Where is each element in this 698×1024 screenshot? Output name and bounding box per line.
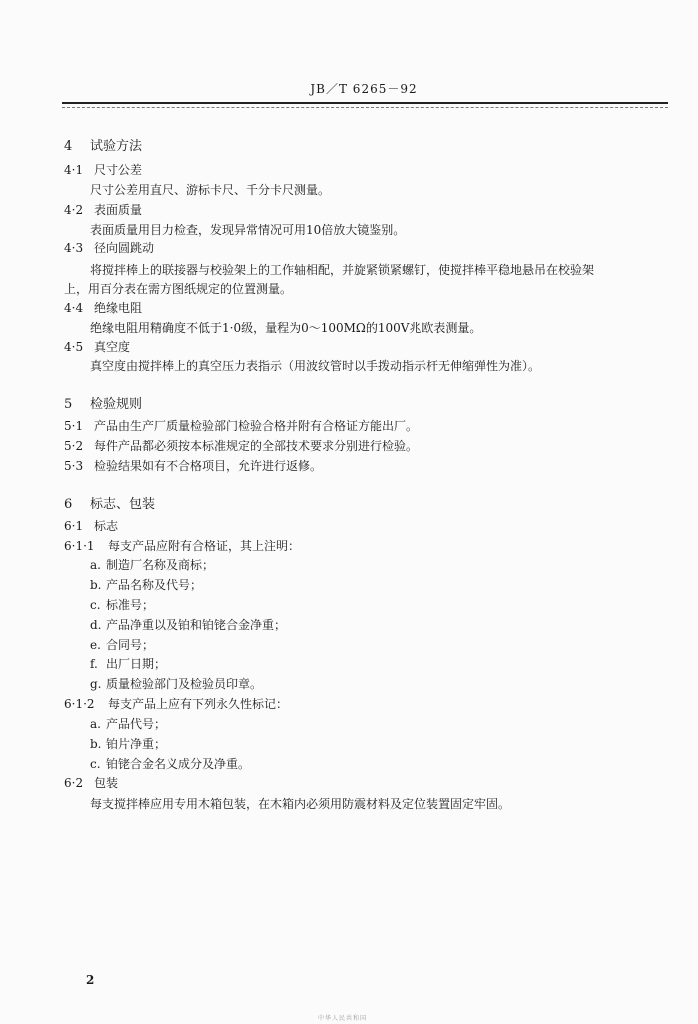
- clause-number: 5·2: [64, 439, 84, 453]
- list-letter: b.: [90, 578, 102, 592]
- list-item: [90, 716, 166, 732]
- clause-number: 6·2: [64, 776, 84, 790]
- list-letter: d.: [90, 618, 102, 632]
- clause-number: 4·3: [64, 241, 84, 255]
- clause-text: 产品由生产厂质量检验部门检验合格并附有合格证方能出厂。: [94, 419, 419, 433]
- clause-number: 4·4: [64, 301, 84, 315]
- clause-title: 标志: [94, 519, 119, 533]
- section-title: 检验规则: [90, 397, 143, 412]
- list-text: 产品代号；: [106, 717, 167, 731]
- list-item: [90, 617, 286, 633]
- list-text: 标准号；: [106, 598, 155, 612]
- clause-text: 检验结果如有不合格项目，允许进行返修。: [94, 459, 323, 473]
- list-item: [90, 656, 166, 672]
- clause-4-3-title: [64, 240, 154, 256]
- clause-5-3: [64, 458, 322, 474]
- clause-text: 每支产品应附有合格证，其上注明：: [108, 539, 301, 553]
- list-text: 质量检验部门及检验员印章。: [106, 677, 263, 691]
- clause-number: 6·1·1: [64, 539, 95, 553]
- list-item: [90, 637, 154, 653]
- section-6-heading: [64, 497, 155, 513]
- list-letter: b.: [90, 737, 102, 751]
- list-item: [90, 597, 154, 613]
- clause-4-5-title: [64, 339, 130, 355]
- clause-6-1-1: [64, 538, 300, 554]
- clause-5-2: [64, 438, 418, 454]
- clause-number: 4·1: [64, 163, 84, 177]
- list-item: [90, 756, 250, 772]
- list-text: 产品名称及代号；: [106, 578, 203, 592]
- list-text: 铂铑合金名义成分及净重。: [106, 757, 251, 771]
- list-item: [90, 557, 214, 573]
- list-text: 合同号；: [106, 638, 155, 652]
- clause-4-1-body: 尺寸公差用直尺、游标卡尺、千分卡尺测量。: [90, 183, 331, 197]
- list-letter: f.: [90, 657, 98, 671]
- list-text: 铂片净重；: [106, 737, 167, 751]
- clause-4-4-body: 绝缘电阻用精确度不低于1·0级，量程为0～100MΩ的100V兆欧表测量。: [90, 321, 482, 335]
- section-5-heading: [64, 397, 142, 413]
- header-rule-dashed: [62, 107, 668, 108]
- clause-title: 尺寸公差: [94, 163, 143, 177]
- clause-6-2-title: [64, 775, 118, 791]
- clause-title: 表面质量: [94, 203, 143, 217]
- clause-4-2-body: 表面质量用目力检查，发现异常情况可用10倍放大镜鉴别。: [90, 223, 406, 237]
- list-letter: g.: [90, 677, 102, 691]
- clause-number: 4·2: [64, 203, 84, 217]
- list-item: [90, 676, 262, 692]
- clause-title: 径向圆跳动: [94, 241, 155, 255]
- clause-4-3-body-line-1: 将搅拌棒上的联接器与校验架上的工作轴相配，并旋紧锁紧螺钉，使搅拌棒平稳地悬吊在校验架: [90, 263, 595, 277]
- clause-text: 每支产品上应有下列永久性标记：: [108, 697, 289, 711]
- list-letter: e.: [90, 638, 101, 652]
- section-number: 6: [64, 497, 73, 512]
- clause-4-2-title: [64, 202, 142, 218]
- clause-4-4-title: [64, 300, 142, 316]
- clause-number: 6·1·2: [64, 697, 95, 711]
- clause-6-1-2: [64, 696, 288, 712]
- section-number: 5: [64, 397, 73, 412]
- clause-4-1-title: [64, 162, 142, 178]
- clause-6-1-title: [64, 518, 118, 534]
- clause-number: 5·3: [64, 459, 84, 473]
- clause-number: 4·5: [64, 340, 84, 354]
- list-letter: c.: [90, 598, 101, 612]
- list-letter: a.: [90, 558, 101, 572]
- clause-title: 绝缘电阻: [94, 301, 143, 315]
- page-number: 2: [86, 973, 95, 987]
- clause-title: 真空度: [94, 340, 131, 354]
- standard-code-header: JB／T 6265－92: [310, 82, 418, 96]
- scan-mark: 中华人民共和国: [318, 1015, 368, 1022]
- clause-4-3-body-line-2: 上，用百分表在需方图纸规定的位置测量。: [64, 282, 293, 296]
- list-letter: c.: [90, 757, 101, 771]
- list-text: 制造厂名称及商标；: [106, 558, 215, 572]
- list-text: 产品净重以及铂和铂铑合金净重；: [106, 618, 287, 632]
- clause-number: 5·1: [64, 419, 84, 433]
- list-item: [90, 736, 166, 752]
- header-rule: [62, 102, 668, 104]
- clause-5-1: [64, 418, 418, 434]
- clause-4-5-body: 真空度由搅拌棒上的真空压力表指示（用波纹管时以手拨动指示杆无伸缩弹性为准）。: [90, 359, 541, 373]
- list-letter: a.: [90, 717, 101, 731]
- section-number: 4: [64, 139, 73, 154]
- section-title: 标志、包装: [90, 497, 156, 512]
- section-4-heading: [64, 139, 142, 155]
- list-item: [90, 577, 202, 593]
- clause-6-2-body: 每支搅拌棒应用专用木箱包装，在木箱内必须用防震材料及定位装置固定牢固。: [90, 797, 511, 811]
- clause-number: 6·1: [64, 519, 84, 533]
- clause-text: 每件产品都必须按本标准规定的全部技术要求分别进行检验。: [94, 439, 419, 453]
- list-text: 出厂日期；: [106, 657, 167, 671]
- section-title: 试验方法: [90, 139, 143, 154]
- clause-title: 包装: [94, 776, 119, 790]
